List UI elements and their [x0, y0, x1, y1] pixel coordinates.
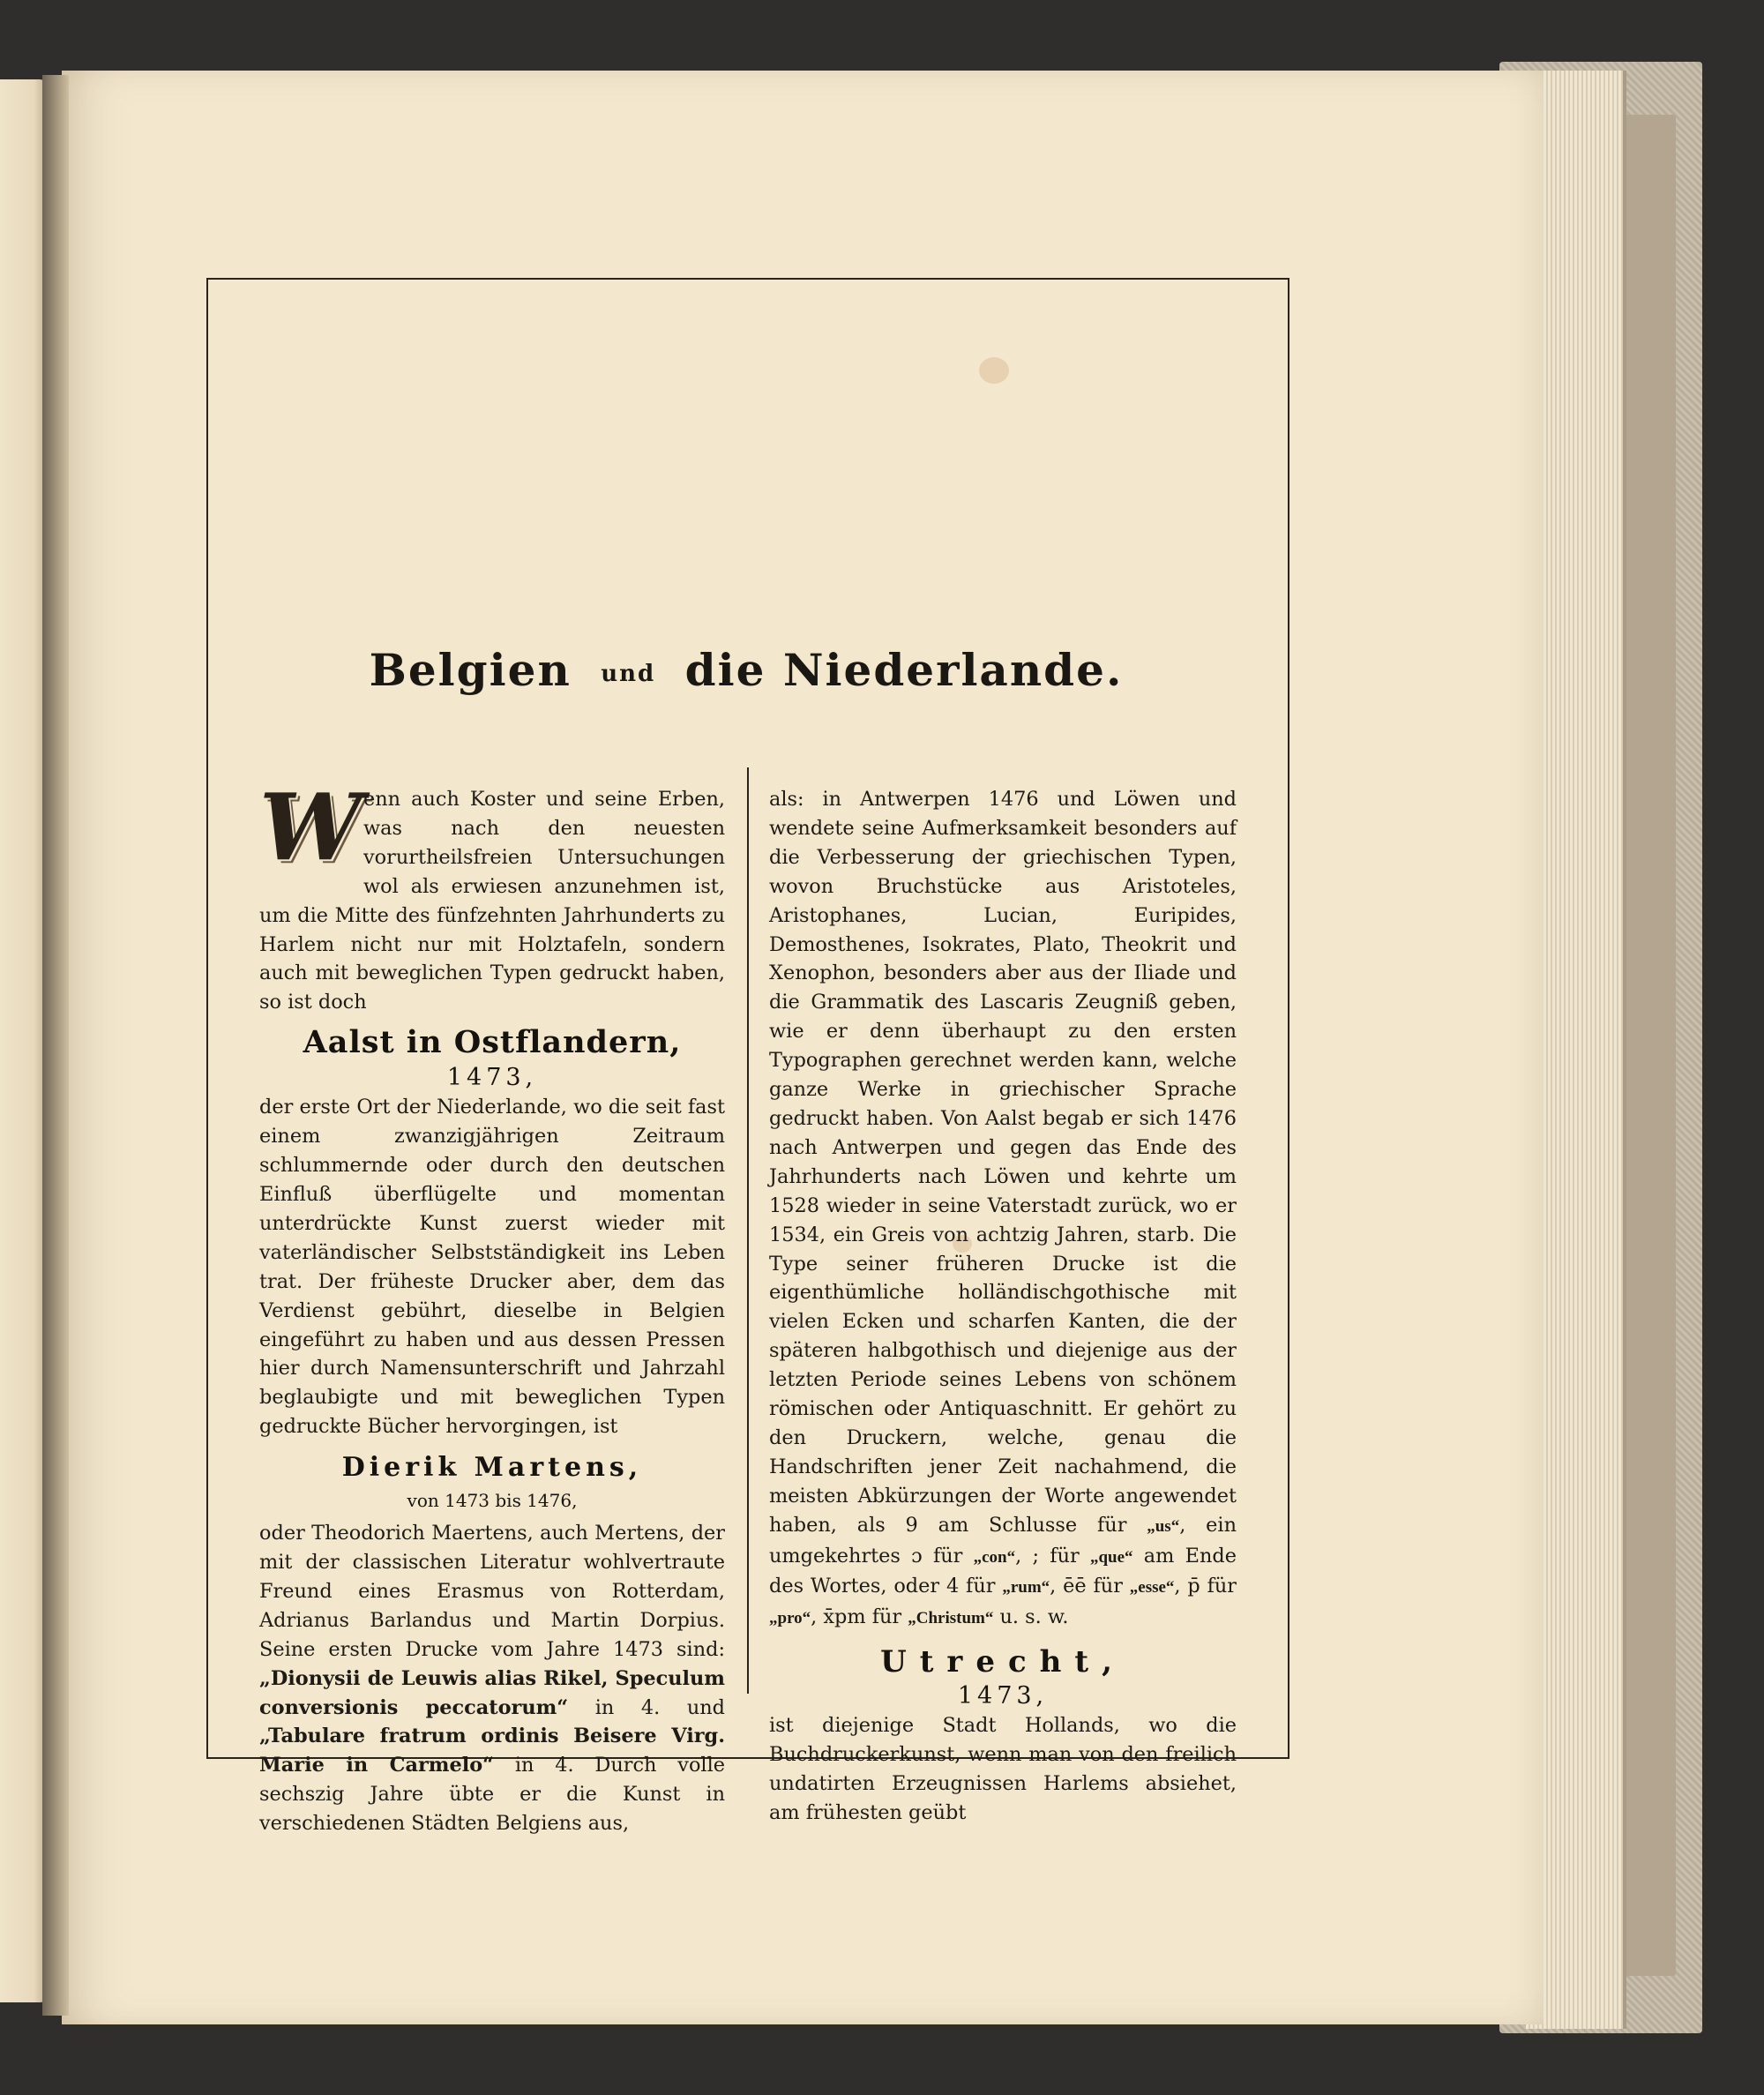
abbr-us: „us“: [1147, 1516, 1180, 1536]
intro-paragraph: [259, 773, 725, 1017]
title-part-1: Belgien: [369, 644, 572, 696]
types-text-7: , x̄pm für: [811, 1605, 908, 1629]
martens-text-1: oder Theodorich Maertens, auch Mertens, der mit der classischen Literatur wohlvertraute Freund eines Erasmus von Rotterdam, Adrianus Barlandus und Martin Dorpius. Seine ersten Drucke vom Jahre 1473 sind:: [259, 1522, 725, 1661]
types-text-1: als: in Antwerpen 1476 und Löwen und wendete seine Aufmerksamkeit besonders auf die Verbesserung der griechischen Typen, wovon Bruchstücke aus Aristoteles, Aristophanes, Lucian, Euripides, Demosthenes, Isokrates, Plato, Theokrit und Xenophon, besonders aber aus der Iliade und die Grammatik des Lascaris Zeugniß geben, wie er denn überhaupt zu den ersten Typographen gerechnet werden kann, welche ganze Werke in griechischer Sprache gedruckt haben. Von Aalst begab er sich 1476 nach Antwerpen und gegen das Ende des Jahrhunderts nach Löwen und kehrte um 1528 wieder in seine Vaterstadt zurück, wo er 1534, ein Greis von achtzig Jahren, starb. Die Type seiner früheren Drucke ist die eigenthümliche holländischgothische mit vielen Ecken und scharfen Kanten, die der späteren halbgothisch und diejenige aus der letzten Periode seines Lebens von schönem römischen oder Antiquaschnitt. Er gehört zu den Druckern, welche, genau die Handschriften jener Zeit nachahmend, die meisten Abkürzungen der Worte angewendet haben, als 9 am Schlusse für: [769, 788, 1237, 1537]
abbr-christum: „Christum“: [908, 1609, 994, 1628]
martens-text-3: in 4. Durch volle sechszig Jahre übte er die Kunst in verschiedenen Städten Belgiens aus,: [259, 1754, 725, 1836]
abbr-con: „con“: [973, 1547, 1016, 1567]
title-conjunction: und: [601, 661, 656, 687]
gutter-shadow: [42, 75, 69, 2016]
utrecht-paragraph: ist diejenige Stadt Hollands, wo die Buchdruckerkunst, wenn man von den freilich undatirten Erzeugnissen Harlems absiehet, am frühesten geübt: [769, 1714, 1237, 1824]
martens-paragraph: [259, 1519, 725, 1838]
abbr-esse: „esse“: [1129, 1578, 1175, 1597]
types-text-5: , ēē für: [1050, 1575, 1130, 1598]
aalst-paragraph: der erste Ort der Niederlande, wo die seit fast einem zwanzigjährigen Zeitraum schlummernde oder durch den deutschen Einfluß überflügelte und momentan unterdrückte Kunst zuerst wieder mit vaterländischer Selbstständigkeit ins Leben trat. Der früheste Drucker aber, dem das Verdienst gebührt, dieselbe in Belgien eingeführt zu haben und aus dessen Pressen hier durch Namensunterschrift und Jahrzahl beglaubigte und mit beweglichen Typen gedruckte Bücher hervorgingen, ist: [259, 1096, 725, 1439]
right-column: [769, 785, 1237, 1828]
section-heading-utrecht: Utrecht,: [880, 1644, 1125, 1680]
types-text-6: , p̄ für: [1174, 1575, 1237, 1598]
abbr-que: „que“: [1089, 1547, 1133, 1567]
section-year-aalst: 1473,: [446, 1064, 538, 1092]
intro-text: enn auch Koster und seine Erben, was nach den neuesten vorurtheilsfreien Untersuchungen wol als erwiesen anzunehmen ist, um die Mitte des fünfzehnten Jahrhunderts zu Harlem nicht nur mit Holztafeln, sondern auch mit beweglichen Typen gedruckt haben, so ist doch: [259, 788, 725, 1014]
section-heading-aalst: Aalst in Ostflandern,: [303, 1024, 682, 1061]
book-title-speculum: „Dionysii de Leuwis alias Rikel, Speculum conversionis peccatorum“: [259, 1666, 725, 1719]
title-part-2: die Niederlande.: [684, 644, 1124, 696]
types-text-2: , ein umgekehrtes ɔ für: [769, 1513, 1237, 1568]
types-text-8: u. s. w.: [993, 1605, 1069, 1629]
left-column: [259, 773, 725, 1838]
types-paragraph: [769, 785, 1237, 1634]
abbr-rum: „rum“: [1002, 1578, 1050, 1597]
drop-cap-initial: W: [259, 773, 363, 881]
section-year-utrecht: 1473,: [957, 1682, 1049, 1710]
book-title-tabulare: „Tabulare fratrum ordinis Beisere Virg. Marie in Carmelo“: [259, 1725, 725, 1777]
section-dates-martens: von 1473 bis 1476,: [407, 1490, 578, 1512]
column-rule: [747, 767, 749, 1694]
abbr-pro: „pro“: [769, 1609, 811, 1628]
types-text-4: am Ende des Wortes, oder 4 für: [769, 1544, 1237, 1598]
types-text-3: , ; für: [1015, 1544, 1090, 1568]
left-page-edge: [0, 79, 49, 2002]
page-title: [206, 644, 1286, 696]
section-heading-martens: Dierik Martens,: [341, 1452, 643, 1484]
martens-text-2: in 4. und: [568, 1695, 725, 1719]
